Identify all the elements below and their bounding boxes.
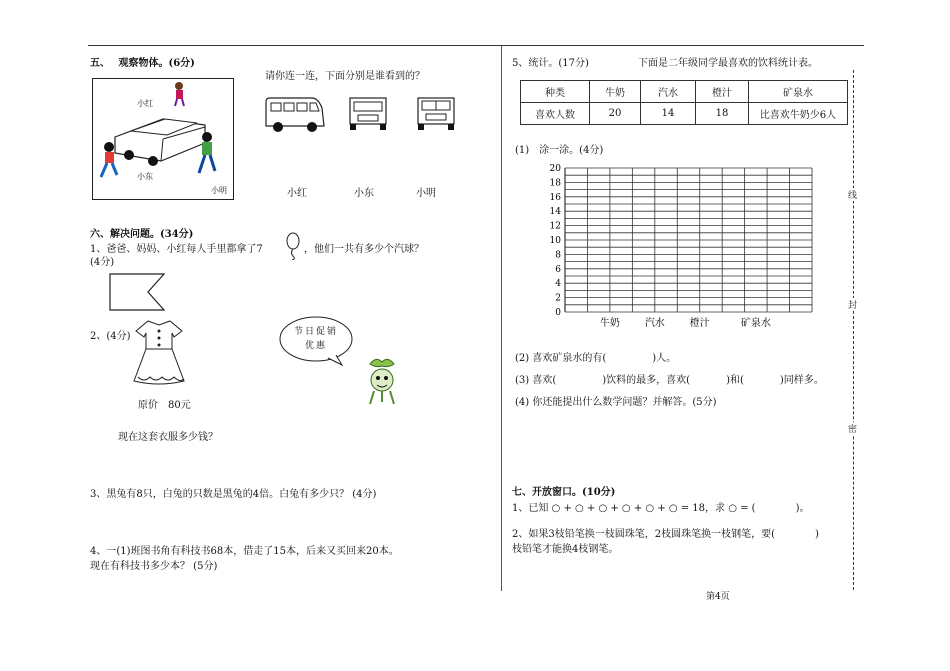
dress-illustration	[130, 317, 188, 389]
table-cell: 汽水	[641, 81, 696, 103]
page-number: 第4页	[706, 592, 730, 602]
table-cell: 18	[696, 103, 749, 125]
binding-dotted-line	[853, 70, 854, 590]
sec7-q1	[512, 499, 810, 514]
car-back-view	[346, 96, 390, 132]
blank-bar-chart-grid[interactable]	[540, 160, 820, 335]
y-tick-label: 0	[555, 308, 561, 318]
y-tick-label: 18	[549, 178, 561, 189]
column-divider	[501, 46, 502, 591]
table-cell: 喜欢人数	[521, 103, 590, 125]
name-xiaohong: 小红	[137, 99, 153, 108]
stat-q2	[515, 349, 676, 364]
table-cell: 比喜欢牛奶少6人	[749, 103, 848, 125]
observation-picture	[92, 78, 234, 200]
binding-char-feng: 封	[848, 298, 857, 311]
sec7-q2	[512, 525, 819, 540]
binding-char-xian: 线	[848, 188, 857, 201]
stat-q2-b: )人。	[652, 353, 677, 364]
q1-score: (4分)	[90, 257, 115, 268]
q1-text-a: 1、爸爸、妈妈、小红每人手里都拿了7	[90, 244, 263, 255]
y-tick-label: 10	[549, 236, 561, 246]
table-cell: 20	[590, 103, 641, 125]
stat-title: 5、统计。(17分)	[512, 58, 589, 69]
y-tick-label: 12	[549, 221, 561, 232]
original-price: 原价 80元	[138, 400, 191, 411]
car-side-view	[262, 96, 328, 134]
stat-description: 下面是二年级同学最喜欢的饮料统计表。	[638, 58, 818, 69]
table-row	[521, 103, 848, 125]
sec7-q2-a: 2、如果3枝铅笔换一枝圆珠笔，2枝圆珠笔换一枝钢笔，要(	[512, 529, 775, 540]
table-cell: 橙汁	[696, 81, 749, 103]
sec7-q2-b: )	[815, 529, 819, 540]
x-category-label: 矿泉水	[740, 318, 771, 329]
stat-q2-a: (2) 喜欢矿泉水的有(	[515, 353, 607, 364]
stat-q3-b: )饮料的最多，喜欢(	[602, 375, 691, 386]
q2-label: 2、(4分)	[90, 331, 131, 342]
car-front-view	[414, 96, 458, 132]
table-header-row	[521, 81, 848, 103]
section6-title: 六、解决问题。(34分)	[90, 229, 194, 240]
y-tick-label: 8	[555, 250, 561, 261]
y-tick-label: 16	[549, 192, 561, 203]
stat-q3-a: (3) 喜欢(	[515, 375, 557, 386]
stat-q3-d: )同样多。	[779, 375, 824, 386]
stat-q3-c: )和(	[726, 375, 744, 386]
q4-text-a: 4、一(1)班图书角有科技书68本，借走了15本，后来又买回来20本。	[90, 546, 399, 557]
answer-xiaodong: 小东	[354, 188, 374, 199]
bubble-text: 节日促销优惠	[294, 327, 339, 351]
q1-text-b: ，他们一共有多少个汽球？	[304, 244, 424, 255]
drinks-table	[520, 80, 848, 125]
q3-text: 3、黑兔有8只，白兔的只数是黑兔的4倍。白兔有多少只？ (4分)	[90, 489, 377, 500]
name-xiaoming: 小明	[211, 186, 227, 195]
x-category-label: 汽水	[644, 318, 665, 329]
mascot-illustration	[358, 356, 406, 408]
y-tick-label: 20	[549, 164, 561, 174]
answer-xiaohong: 小红	[287, 188, 307, 199]
flag-shape	[108, 272, 166, 312]
section5-title: 五、 观察物体。(6分)	[90, 58, 195, 69]
car-and-children-illustration	[93, 79, 233, 199]
table-cell: 牛奶	[590, 81, 641, 103]
answer-xiaoming: 小明	[416, 188, 436, 199]
sec7-q1-a: 1、已知 ○ + ○ + ○ + ○ + ○ + ○ = 18，求 ○ = (	[512, 503, 756, 514]
binding-char-mi: 密	[848, 422, 857, 435]
sec7-q1-b: )。	[795, 503, 810, 514]
stat-q4: (4) 你还能提出什么数学问题？并解答。(5分)	[515, 397, 717, 408]
table-cell: 矿泉水	[749, 81, 848, 103]
table-cell: 种类	[521, 81, 590, 103]
section7-title: 七、开放窗口。(10分)	[512, 487, 616, 498]
sec7-q2-c: 枝铅笔才能换4枝钢笔。	[512, 544, 619, 555]
section5-prompt: 请你连一连，下面分别是谁看到的？	[265, 71, 425, 82]
y-tick-label: 2	[555, 293, 561, 304]
y-tick-label: 6	[555, 264, 561, 275]
table-cell: 14	[641, 103, 696, 125]
stat-q3	[515, 371, 824, 386]
x-category-label: 橙汁	[689, 318, 710, 329]
name-xiaodong: 小东	[137, 172, 153, 181]
y-tick-label: 14	[549, 207, 561, 218]
stat-q1: (1) 涂一涂。(4分)	[515, 145, 604, 156]
balloon-icon	[284, 232, 302, 260]
y-tick-label: 4	[555, 279, 561, 290]
q4-text-b: 现在有科技书多少本？ (5分)	[90, 561, 218, 572]
q2-question: 现在这套衣服多少钱？	[118, 432, 218, 443]
top-rule	[88, 45, 864, 46]
x-category-label: 牛奶	[599, 318, 620, 329]
